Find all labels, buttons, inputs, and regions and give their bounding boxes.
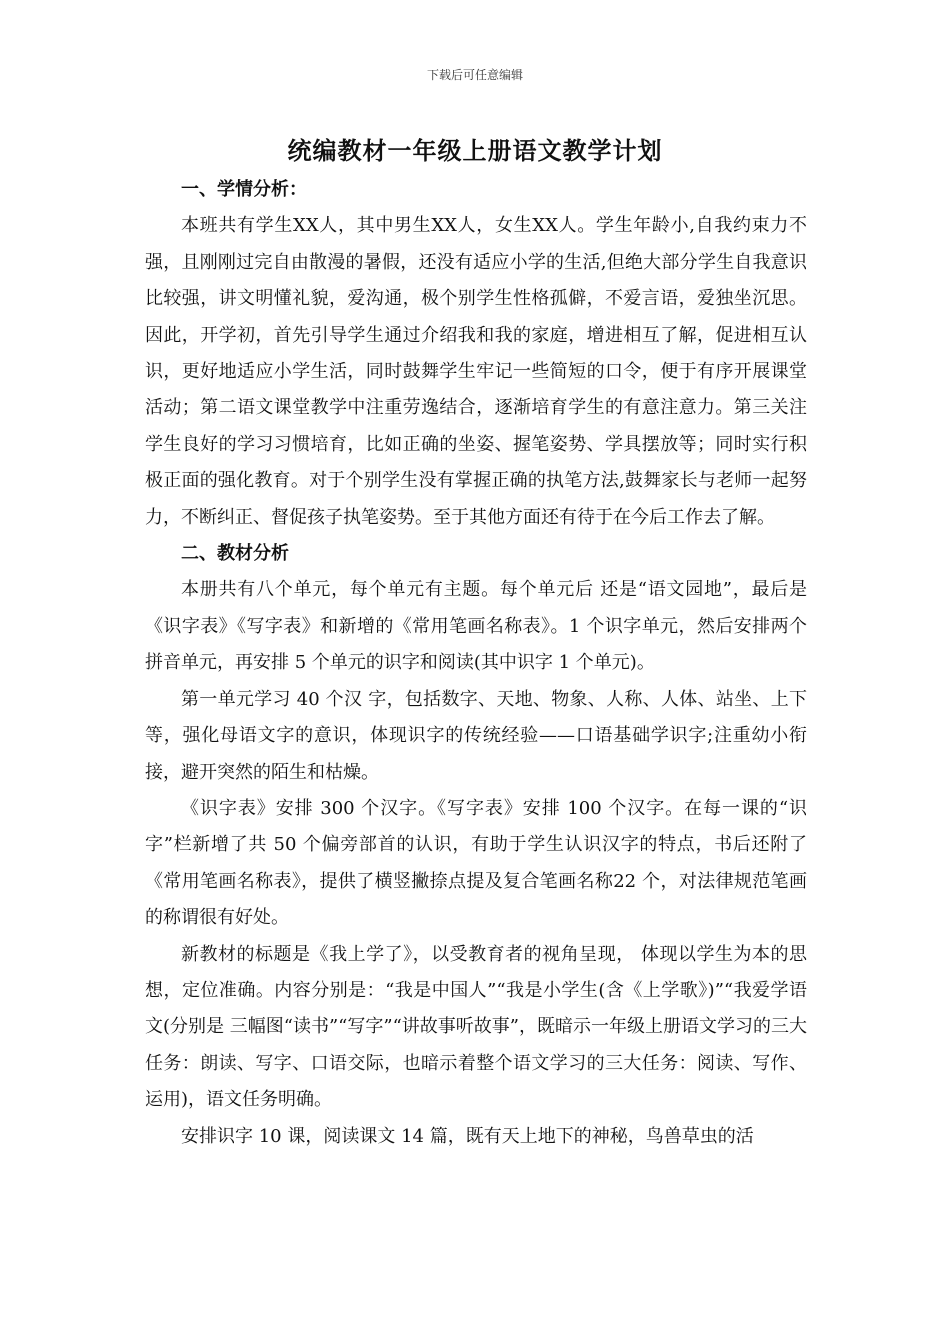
paragraph: 《识字表》安排 300 个汉字。《写字表》安排 100 个汉字。在每一课的“识字”栏新增了共 50 个偏旁部首的认识，有助于学生认识汉字的特点，书后还附了《常用笔画名称表》，提供了横竖撇捺点提及复合笔画名称22 个，对法律规范笔画的称谓很有好处。 [145,797,807,929]
paragraph: 新教材的标题是《我上学了》，以受教育者的视角呈现， 体现以学生为本的思想，定位准确。内容分别是：“我是中国人”“我是小学生(含《上学歌》)”“我爱学语文(分别是 三幅图“读书”“写字”“讲故事听故事”，既暗示一年级上册语文学习的三大任务：朗读、写字、口语交际，也暗示着整个语文学习的三大任务：阅读、写作、运用)，语文任务明确。 [145,943,807,1111]
paragraph: 第一单元学习 40 个汉 字，包括数字、天地、物象、人称、人体、站坐、上下等，强化母语文字的意识，体现识字的传统经验——口语基础学识字;注重幼小衔接，避开突然的陌生和枯燥。 [145,688,807,783]
paragraph: 安排识字 10 课，阅读课文 14 篇，既有天上地下的神秘，鸟兽草虫的活 [181,1125,754,1147]
paragraph: 本班共有学生XX人，其中男生XX人，女生XX人。学生年龄小,自我约束力不强，且刚刚过完自由散漫的暑假，还没有适应小学的生活,但绝大部分学生自我意识比较强，讲文明懂礼貌，爱沟通，极个别学生性格孤僻，不爱言语，爱独坐沉思。因此，开学初，首先引导学生通过介绍我和我的家庭，增进相互了解，促进相互认识，更好地适应小学生活，同时鼓舞学生牢记一些简短的口令，便于有序开展课堂活动；第二语文课堂教学中注重劳逸结合，逐渐培育学生的有意注意力。第三关注学生良好的学习习惯培育，比如正确的坐姿、握笔姿势、学具摆放等；同时实行积极正面的强化教育。对于个别学生没有掌握正确的执笔方法,鼓舞家长与老师一起努力，不断纠正、督促孩子执笔姿势。至于其他方面还有待于在今后工作去了解。 [145,215,807,528]
paragraph: 本册共有八个单元，每个单元有主题。每个单元后 还是“语文园地”，最后是《识字表》《写字表》和新增的《常用笔画名称表》。1 个识字单元，然后安排两个拼音单元，再安排 5 个单元的识字和阅读(其中识字 1 个单元)。 [145,579,807,674]
header-note: 下载后可任意编辑 [426,68,523,82]
document-body [145,172,807,1155]
section-heading-1: 一、学情分析： [181,179,307,200]
section-heading-2: 二、教材分析 [181,543,289,565]
document-title: 统编教材一年级上册语文教学计划 [287,137,663,165]
